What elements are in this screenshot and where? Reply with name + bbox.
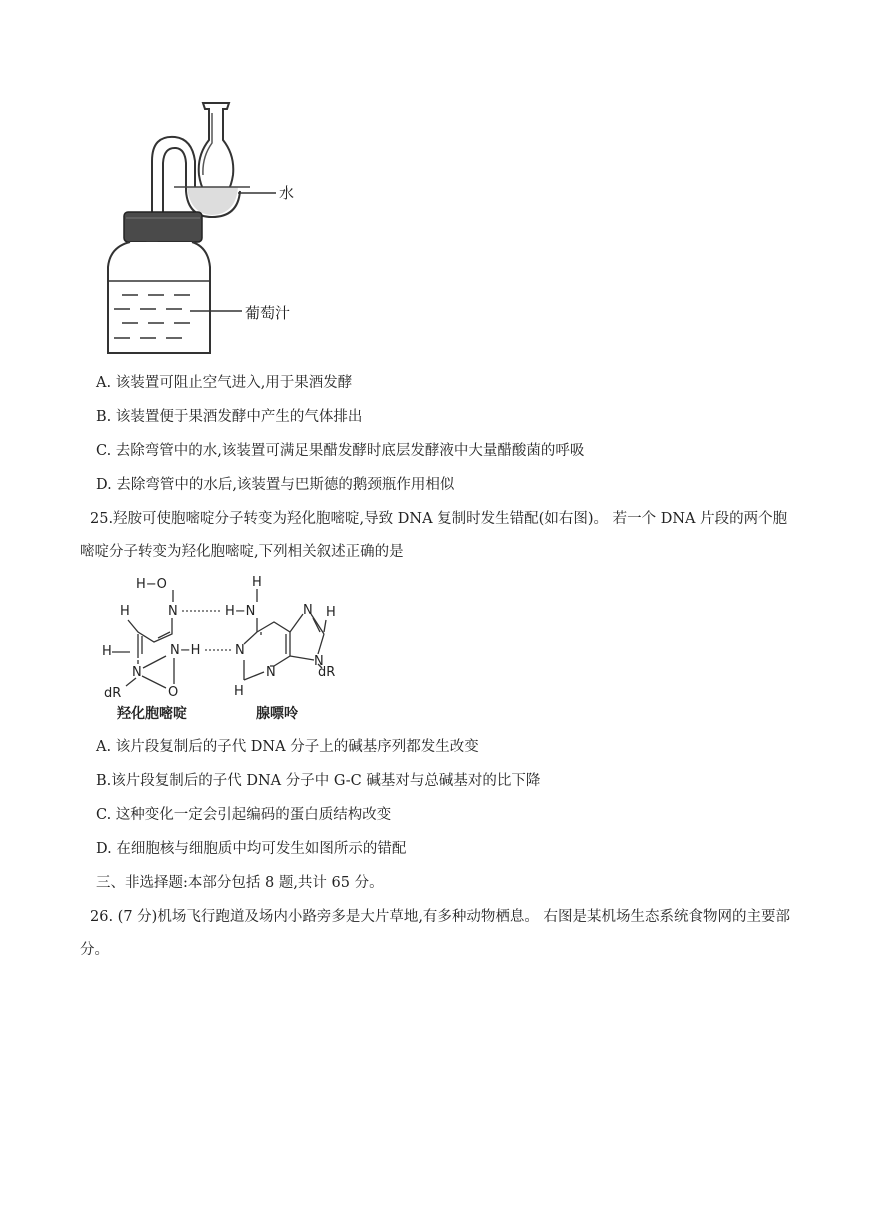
atom-left-o-group: H−O <box>136 577 167 592</box>
atom-right-hn: H−N <box>225 604 256 619</box>
caption-hydroxycytosine: 羟化胞嘧啶 <box>117 706 187 722</box>
atom-left-o-bottom: O <box>168 685 179 700</box>
atom-left-h-mid: H <box>102 644 112 659</box>
atom-right-h-low: H <box>234 684 244 699</box>
q25-option-c: C. 这种变化一定会引起编码的蛋白质结构改变 <box>96 807 392 823</box>
q25-stem: 25.羟胺可使胞嘧啶分子转变为羟化胞嘧啶,导致 DNA 复制时发生错配(如右图)。 若一个 DNA 片段的两个胞嘧啶分子转变为羟化胞嘧啶,下列相关叙述正确的是 <box>80 511 788 560</box>
atom-left-n-ring: N−H <box>170 643 201 658</box>
atom-right-dr: dR <box>318 665 336 680</box>
label-grape-juice: 葡萄汁 <box>245 304 291 322</box>
atom-right-n-mid: N <box>235 643 245 658</box>
q24-option-c: C. 去除弯管中的水,该装置可满足果醋发酵时底层发酵液中大量醋酸菌的呼吸 <box>96 443 585 459</box>
atom-left-h-top: H <box>120 604 130 619</box>
label-water: 水 <box>279 184 295 202</box>
atom-left-dr: dR <box>104 686 122 701</box>
atom-right-n-5ring-top: N <box>303 603 313 618</box>
q25-option-d: D. 在细胞核与细胞质中均可发生如图所示的错配 <box>96 841 407 857</box>
atom-right-h-top: H <box>252 575 262 590</box>
atom-right-n-low: N <box>266 665 276 680</box>
base-pair-figure <box>98 572 346 724</box>
q24-option-d: D. 去除弯管中的水后,该装置与巴斯德的鹅颈瓶作用相似 <box>96 477 455 493</box>
q25-option-b: B.该片段复制后的子代 DNA 分子中 G-C 碱基对与总碱基对的比下降 <box>96 773 541 789</box>
atom-right-h-far: H <box>326 605 336 620</box>
atom-right-n-5ring-bottom: N <box>314 654 324 669</box>
atom-left-n-top: N <box>168 604 178 619</box>
q24-option-b: B. 该装置便于果酒发酵中产生的气体排出 <box>96 409 363 425</box>
q25-option-a: A. 该片段复制后的子代 DNA 分子上的碱基序列都发生改变 <box>96 739 479 755</box>
atom-left-n-bottom: N <box>132 665 142 680</box>
section-3-heading: 三、非选择题:本部分包括 8 题,共计 65 分。 <box>96 875 384 891</box>
caption-adenine: 腺嘌呤 <box>256 706 298 722</box>
q24-option-a: A. 该装置可阻止空气进入,用于果酒发酵 <box>96 375 353 391</box>
q26-stem: 26. (7 分)机场飞行跑道及场内小路旁多是大片草地,有多种动物栖息。 右图是某机场生态系统食物网的主要部分。 <box>80 909 791 958</box>
